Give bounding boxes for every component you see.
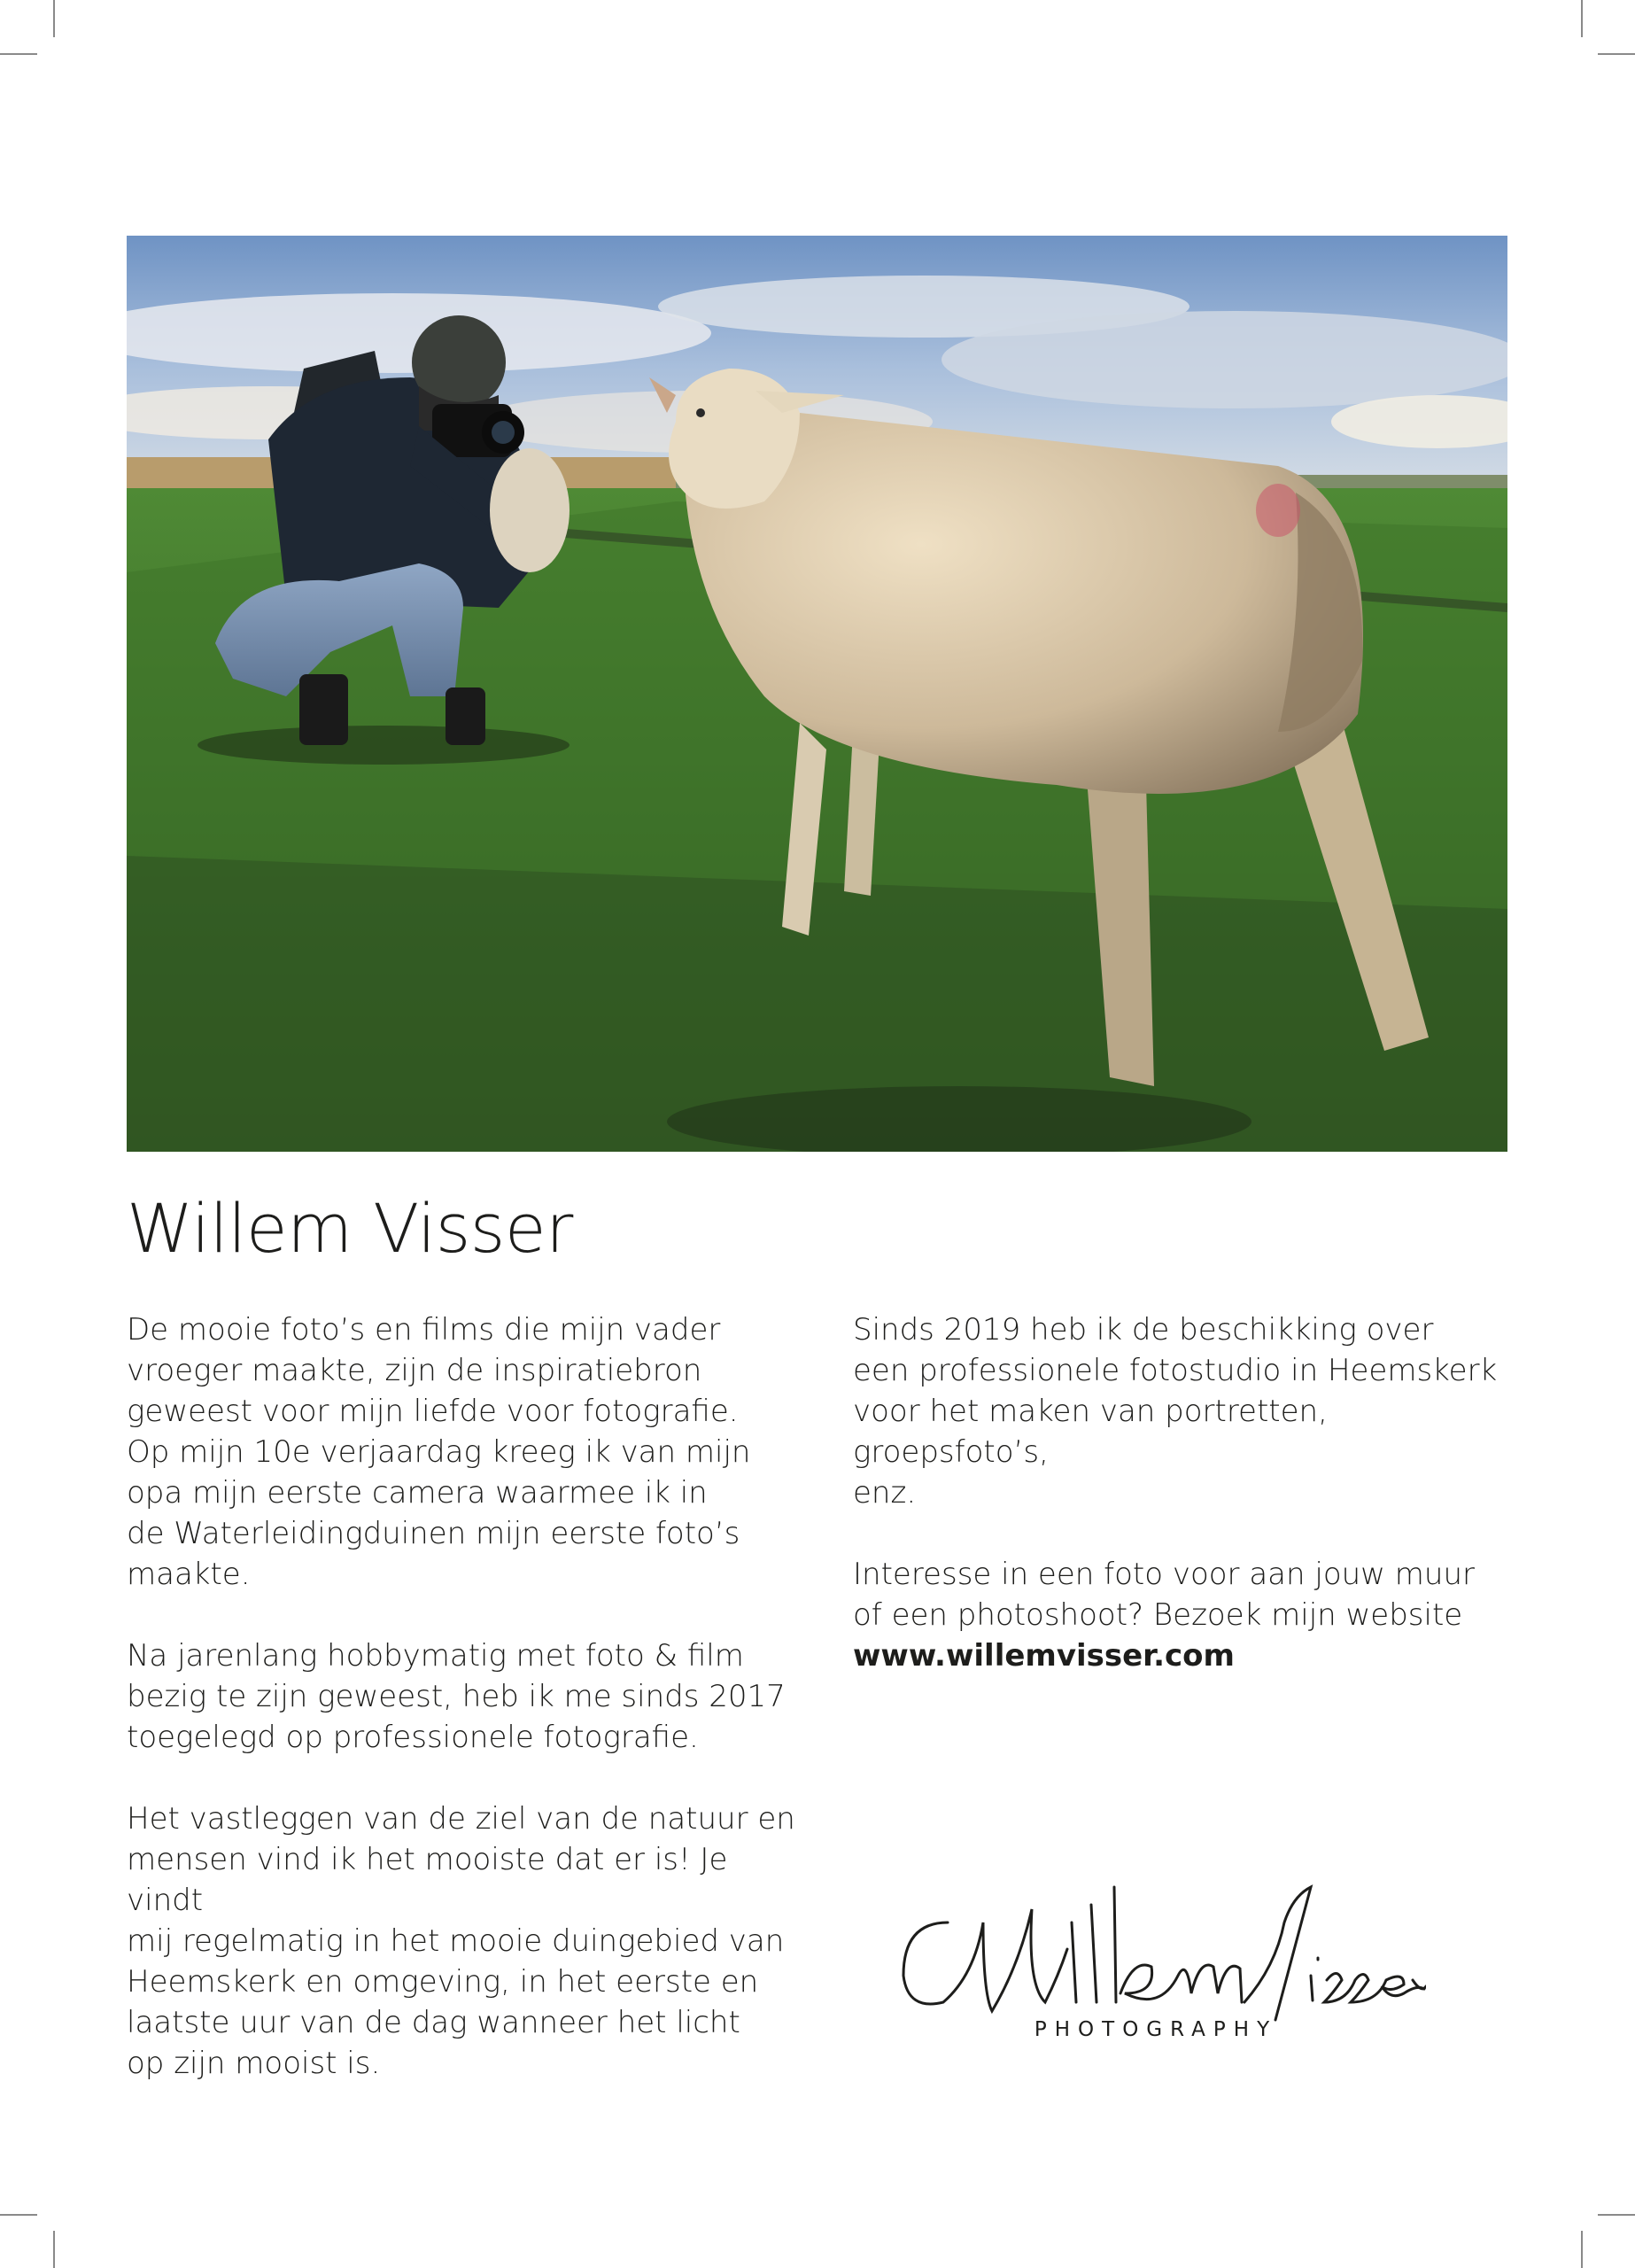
crop-mark xyxy=(1598,53,1635,55)
crop-mark xyxy=(53,0,55,37)
left-column xyxy=(127,1309,800,2124)
crop-mark xyxy=(0,2214,37,2216)
crop-mark xyxy=(0,53,37,55)
paragraph-professional: Na jarenlang hobbymatig met foto & film bezig te zijn geweest, heb ik me sinds 2017 toegelegd op professionele fotografie. xyxy=(127,1638,786,1755)
crop-mark xyxy=(1581,0,1583,37)
paragraph-nature: Het vastleggen van de ziel van de natuur en mensen vind ik het mooiste dat er is! Je vindt mij regelmatig in het mooie duingebied van Heemskerk en omgeving, in het eerste en laatste uur van de dag wanneer het licht op zijn mooist is. xyxy=(127,1801,795,2081)
crop-mark xyxy=(1581,2231,1583,2268)
right-column xyxy=(853,1309,1526,1676)
paragraph-contact xyxy=(853,1554,1526,1676)
website-link[interactable]: www.willemvisser.com xyxy=(853,1638,1235,1674)
paragraph-studio: Sinds 2019 heb ik de beschikking over een professionele fotostudio in Heemskerk voor het maken van portretten, groepsfoto’s, enz. xyxy=(853,1312,1498,1511)
paragraph-inspiration: De mooie foto’s en films die mijn vader vroeger maakte, zijn de inspiratiebron geweest voor mijn liefde voor fotografie. Op mijn 10e verjaardag kreeg ik van mijn opa mijn eerste camera waarmee ik in de Waterleidingduinen mijn eerste foto’s maakte. xyxy=(127,1312,751,1592)
signature-subtitle: PHOTOGRAPHY xyxy=(1034,2018,1278,2041)
hero-photo xyxy=(127,236,1507,1152)
crop-mark xyxy=(53,2231,55,2268)
contact-text: Interesse in een foto voor aan jouw muur of een photoshoot? Bezoek mijn website xyxy=(853,1557,1475,1633)
crop-mark xyxy=(1598,2214,1635,2216)
page-title: Willem Visser xyxy=(127,1189,573,1268)
